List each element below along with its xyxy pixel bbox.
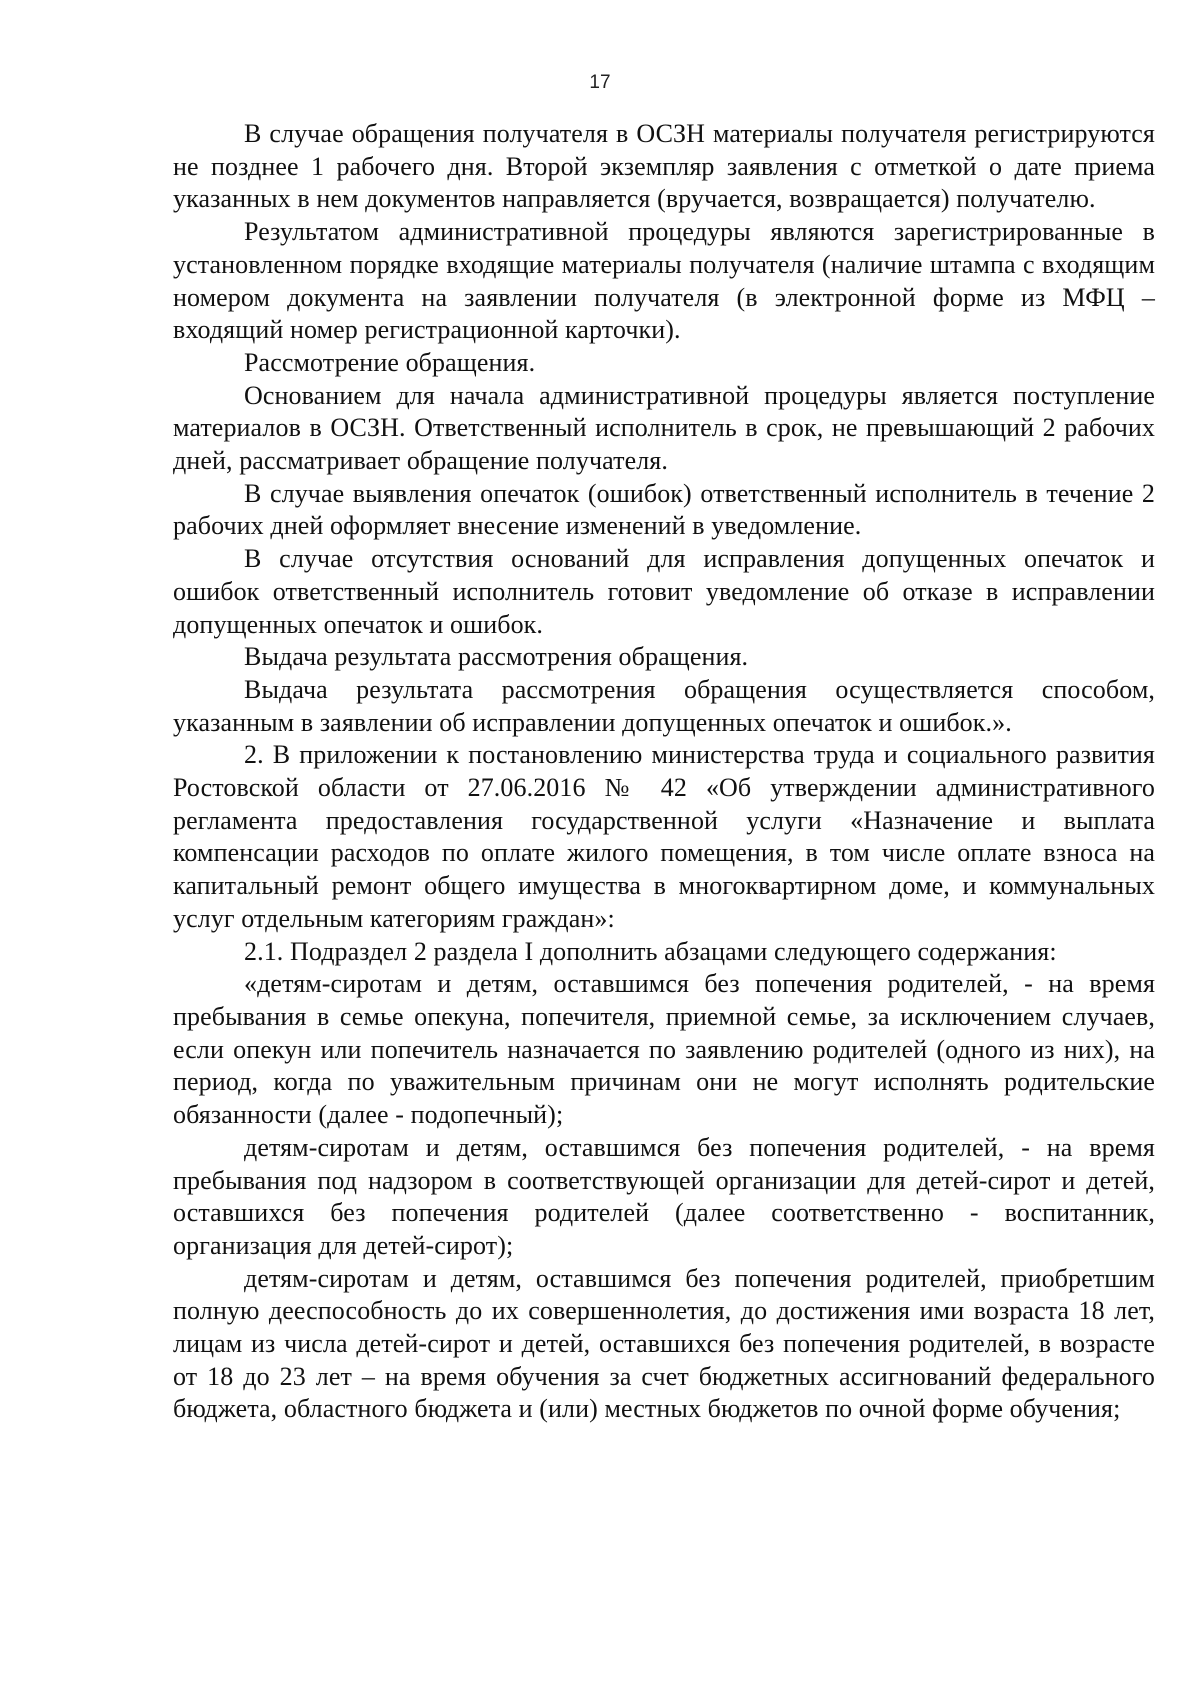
paragraph-amendment-2-1: 2.1. Подраздел 2 раздела I дополнить абзацами следующего содержания: bbox=[244, 936, 1057, 966]
document-body bbox=[173, 118, 1155, 1426]
paragraph-review-basis: Основанием для начала административной процедуры является поступление материалов в ОСЗН. Ответственный исполнитель в срок, не превышающий 2 рабочих дней, рассматривает обращение получателя. bbox=[173, 380, 1155, 476]
paragraph-registration: В случае обращения получателя в ОСЗН материалы получателя регистрируются не позднее 1 рабочего дня. Второй экземпляр заявления с отметкой о дате приема указанных в нем документов направляется (вручается, возвращается) получателю. bbox=[173, 119, 1155, 214]
paragraph-errors-refusal: В случае отсутствия оснований для исправления допущенных опечаток и ошибок ответственный исполнитель готовит уведомление об отказе в исправлении допущенных опечаток и ошибок. bbox=[173, 544, 1155, 639]
paragraph-issuance-method: Выдача результата рассмотрения обращения осуществляется способом, указанным в заявлении об исправлении допущенных опечаток и ошибок.». bbox=[173, 674, 1155, 737]
paragraph-errors-found: В случае выявления опечаток (ошибок) ответственный исполнитель в течение 2 рабочих дней оформляет внесение изменений в уведомление. bbox=[173, 478, 1155, 541]
page-number: 17 bbox=[589, 72, 611, 93]
paragraph-orphans-education: детям-сиротам и детям, оставшимся без попечения родителей, приобретшим полную дееспособность до их совершеннолетия, до достижения ими возраста 18 лет, лицам из числа детей-сирот и детей, оставшихся без попечения родителей, в возрасте от 18 до 23 лет – на время обучения за счет бюджетных ассигнований федерального бюджета, областного бюджета и (или) местных бюджетов по очной форме обучения; bbox=[173, 1263, 1155, 1424]
paragraph-orphans-guardianship: «детям-сиротам и детям, оставшимся без попечения родителей, - на время пребывания в семье опекуна, попечителя, приемной семье, за исключением случаев, если опекун или попечитель назначается по заявлению родителей (одного из них), на период, когда по уважительным причинам они не могут исполнять родительские обязанности (далее - подопечный); bbox=[173, 969, 1155, 1130]
paragraph-procedure-result: Результатом административной процедуры являются зарегистрированные в установленном порядке входящие материалы получателя (наличие штампа с входящим номером документа на заявлении получателя (в электронной форме из МФЦ – входящий номер регистрационной карточки). bbox=[173, 217, 1155, 345]
paragraph-issuance-heading: Выдача результата рассмотрения обращения. bbox=[244, 642, 749, 672]
paragraph-orphans-organization: детям-сиротам и детям, оставшимся без попечения родителей, - на время пребывания под надзором в соответствующей организации для детей-сирот и детей, оставшихся без попечения родителей (далее соответственно - воспитанник, организация для детей-сирот); bbox=[173, 1132, 1155, 1260]
paragraph-review-heading: Рассмотрение обращения. bbox=[244, 347, 536, 377]
paragraph-amendment-2: 2. В приложении к постановлению министерства труда и социального развития Ростовской области от 27.06.2016 № 42 «Об утверждении административного регламента предоставления государственной услуги «Назначение и выплата компенсации расходов по оплате жилого помещения, в том числе оплате взноса на капитальный ремонт общего имущества в многоквартирном доме, и коммунальных услуг отдельным категориям граждан»: bbox=[173, 740, 1155, 933]
